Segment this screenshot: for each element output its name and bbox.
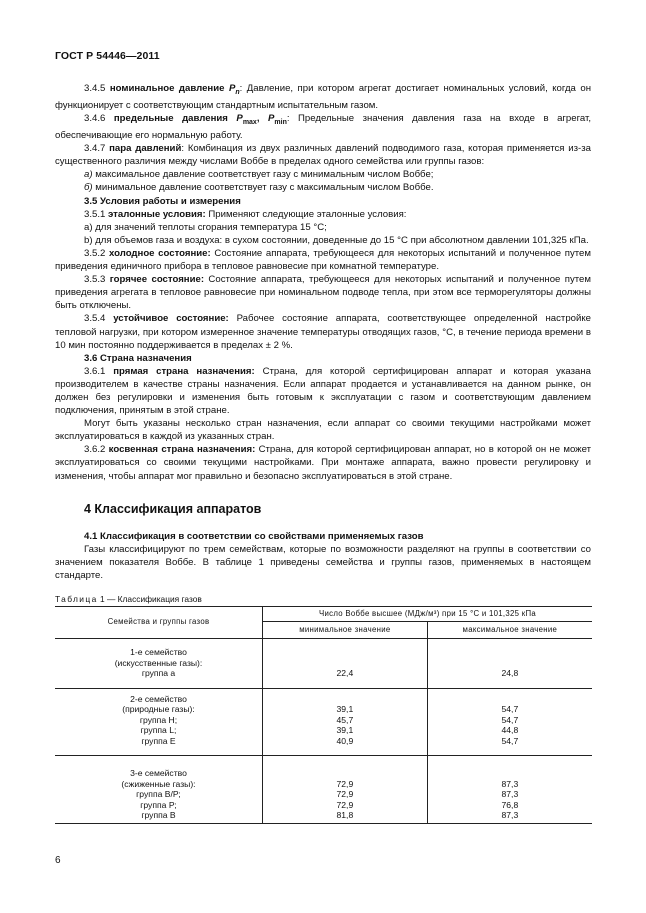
family-2-min: 39,1 45,7 39,1 40,9 [263,688,428,756]
clause-3-6-2: 3.6.2 косвенная страна назначения: Страна, для которой сертифицирован аппарат, но в которой он не может эксплуатироваться со своими текущими настройками. При монтаже аппарата, важно провести регулировку и изменения, чтобы аппарат мог правильно и безопасно эксплуатироваться в этой стране. [55,444,592,482]
clause-3-5-1-b: b) для объемов газа и воздуха: в сухом состоянии, доведенные до 15 °С при абсолютном давлении 101,325 кПа. [84,234,589,246]
clause-3-6-1-note: Могут быть указаны несколько стран назначения, если аппарат со своими текущими настройками может эксплуатироваться в каждой из указанных стран. [55,418,591,443]
family-1-min: 22,4 [263,639,428,689]
clause-3-5-4: 3.5.4 устойчивое состояние: Рабочее состояние аппарата, соответствующее определенной настройке тепловой нагрузки, при котором измеренное значение температуры отводящих газов, °С, в течение периода времени в 10 мин постоянно поддерживается в пределах ± 2 %. [55,313,591,351]
col-header-min: минимальное значение [263,622,428,639]
heading-3-6: 3.6 Страна назначения [84,352,192,364]
section-4-1-body [55,530,591,582]
table-row [55,756,592,824]
table-row [55,688,592,756]
family-2-names: 2-е семейство (природные газы): группа Н; группа L; группа Е [55,688,263,756]
clause-3-4-7-a: а) максимальное давление соответствует газу с минимальным числом Воббе; [84,169,434,181]
family-2-max: 54,7 54,7 44,8 54,7 [427,688,592,756]
gas-classification-table [55,606,592,824]
col-header-wobbe: Число Воббе высшее (МДж/м³) при 15 °С и 101,325 кПа [263,607,593,622]
table-header-row-1 [55,607,592,622]
clause-3-4-6: 3.4.6 предельные давления $P_{max}$, $P_{min}$: Предельные значения давления газа на входе в агрегат, обеспечивающие его нормальную работу. [55,113,591,142]
section-3-body [55,82,591,483]
table-row [55,639,592,689]
heading-4-1: 4.1 Классификация в соответствии со свойствами применяемых газов [84,531,424,542]
clause-3-4-7: 3.4.7 пара давлений: Комбинация из двух различных давлений подводимого газа, которая применяется из-за существенного различия между числами Воббе в пределах одного семейства или группы газов: [55,143,591,168]
clause-3-5-2: 3.5.2 холодное состояние: Состояние аппарата, требующееся для некоторых испытаний и полученное путем приведения единичного прибора в тепловое равновесие при комнатной температуре. [55,247,591,273]
clause-3-5-1-a: a) для значений теплоты сгорания температура 15 °С; [84,221,327,233]
heading-3-5: 3.5 Условия работы и измерения [84,195,241,207]
family-1-max: 24,8 [427,639,592,689]
clause-3-6-1: 3.6.1 прямая страна назначения: Страна, для которой сертифицирован аппарат и которая указана производителем в качестве страны назначения. Если аппарат продается и устанавливается на данном рынке, он должен без регулировки и изменения быть готовым к эксплуатации с газом и соответствующим давлением подключения, принятым в этой стране. [55,365,591,417]
clause-3-4-5: 3.4.5 номинальное давление $P_n$: Давление, при котором агрегат достигает номинальных условий, когда он функционирует с соответствующим стандартным испытательным газом. [55,83,591,111]
family-3-names: 3-е семейство (сжиженные газы): группа В/Р; группа Р; группа В [55,756,263,824]
page-number: 6 [55,855,61,866]
clause-3-4-7-b: б) минимальное давление соответствует газу с максимальным числом Воббе. [84,182,434,194]
col-header-families: Семейства и группы газов [55,607,263,639]
table-caption: Таблица 1 — Классификация газов [55,594,202,604]
clause-3-5-3: 3.5.3 горячее состояние: Состояние аппарата, требующееся для некоторых испытаний и полученное путем приведения агрегата в тепловое равновесие при номинальном подводе тепла, при этом все терморегуляторы должны быть отключены. [55,274,591,312]
clause-4-1: Газы классифицируют по трем семействам, которые по возможности разделяют на группы в соответствии со значением показателя Воббе. В таблице 1 приведены семейства и группы газов, применяемых в настоящем стандарте. [55,544,591,582]
family-3-max: 87,3 87,3 76,8 87,3 [427,756,592,824]
col-header-max: максимальное значение [427,622,592,639]
document-header: ГОСТ Р 54446—2011 [55,50,160,62]
clause-3-5-1: 3.5.1 эталонные условия: Применяют следующие эталонные условия: [84,208,407,220]
heading-4: 4 Классификация аппаратов [84,502,262,516]
family-3-min: 72,9 72,9 72,9 81,8 [263,756,428,824]
family-1-names: 1-е семейство (искусственные газы): группа a [55,639,263,689]
